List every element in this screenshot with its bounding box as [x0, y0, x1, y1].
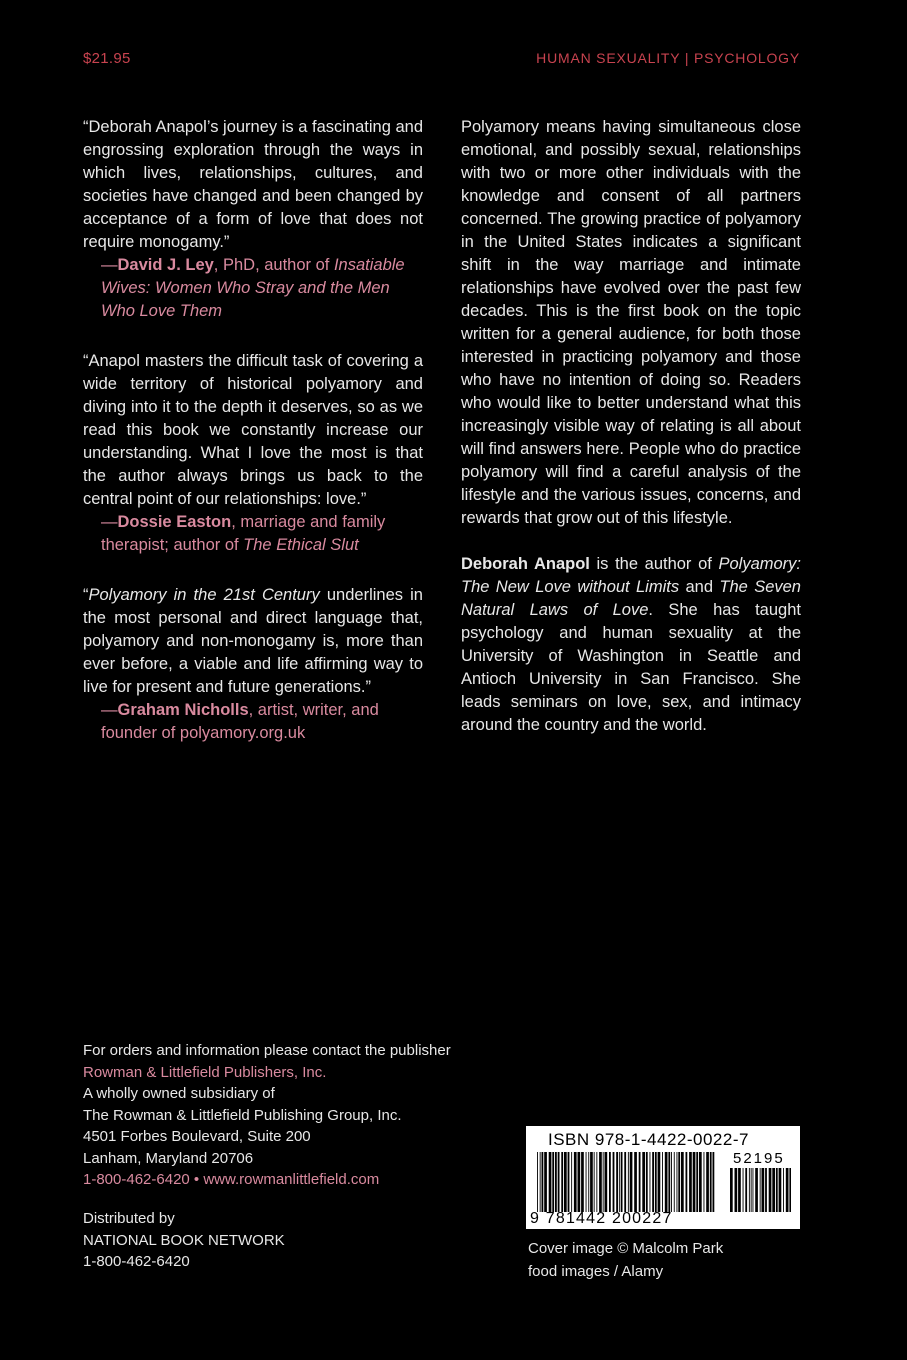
barcode-bar	[765, 1168, 767, 1212]
barcode-bar	[588, 1152, 589, 1212]
barcode-bar	[776, 1168, 778, 1212]
barcode-bar	[696, 1152, 698, 1212]
barcode-bar	[674, 1152, 675, 1212]
barcode-bar	[755, 1168, 758, 1212]
barcode-bar	[713, 1152, 715, 1212]
barcode-bar	[699, 1152, 702, 1212]
barcode-bar	[786, 1168, 789, 1212]
barcode-bar	[738, 1168, 741, 1212]
barcode-bar	[596, 1152, 597, 1212]
barcode-bar	[619, 1152, 620, 1212]
barcode-bar	[686, 1152, 688, 1212]
barcode-bar	[678, 1152, 680, 1212]
barcode-bar	[540, 1152, 541, 1212]
publisher-city: Lanham, Maryland 20706	[83, 1149, 254, 1167]
barcode-bar	[704, 1152, 705, 1212]
barcode-bar	[789, 1168, 791, 1212]
ean-digits: 9 781442 200227	[530, 1210, 673, 1227]
distributor-info	[83, 1208, 285, 1273]
barcode-bar	[783, 1168, 784, 1212]
bio-text: and	[679, 578, 720, 596]
barcode-bar	[646, 1152, 648, 1212]
credit-line: Cover image © Malcolm Park	[528, 1240, 724, 1257]
barcode-bar	[621, 1152, 623, 1212]
barcode-bar	[642, 1152, 645, 1212]
barcode-bar	[749, 1168, 750, 1212]
quote-text: “Deborah Anapol’s journey is a fascinating and engrossing exploration through the ways in which lives, relationships, cultures, and societies have changed and been changed by acceptance of a form of love that does not require monogamy.”	[83, 118, 423, 251]
barcode-bar	[581, 1152, 584, 1212]
barcode-bar	[735, 1168, 738, 1212]
barcode-bar	[630, 1152, 633, 1212]
attribution-name: Graham Nicholls	[117, 701, 249, 719]
barcode-bar	[772, 1168, 775, 1212]
barcode-bar	[671, 1152, 672, 1212]
price-code: 52195	[733, 1150, 785, 1167]
bio-text: is the author of	[589, 555, 719, 573]
attribution-work: The Ethical Slut	[243, 536, 359, 554]
attribution-role: , artist, writer, and founder of polyamory.org.uk	[101, 701, 379, 742]
barcode-bar	[743, 1168, 744, 1212]
barcode-bar	[779, 1168, 782, 1212]
barcode-bar	[574, 1152, 577, 1212]
barcode-bar	[650, 1152, 651, 1212]
author-name: Deborah Anapol	[461, 555, 590, 573]
barcode-bar	[677, 1152, 678, 1212]
barcode-bar	[590, 1152, 593, 1212]
addon-bars	[729, 1168, 791, 1212]
endorsement-easton	[83, 350, 423, 557]
barcode-bar	[609, 1152, 611, 1212]
barcode-bar	[652, 1152, 654, 1212]
attribution-name: Dossie Easton	[117, 513, 232, 531]
dash: —	[101, 513, 118, 531]
barcode-bar	[624, 1152, 626, 1212]
barcode-bar	[668, 1152, 670, 1212]
credit-line: food images / Alamy	[528, 1263, 664, 1280]
ean-bars	[536, 1152, 716, 1212]
barcode-bar	[655, 1152, 657, 1212]
barcode-bar	[762, 1168, 765, 1212]
quote-attribution	[101, 699, 423, 745]
barcode-bar	[544, 1152, 547, 1212]
barcode-bar	[537, 1152, 538, 1212]
quote-attribution	[101, 254, 423, 323]
barcode-bar	[689, 1152, 692, 1212]
attribution-role: , marriage and family therapist; author of	[101, 513, 386, 554]
barcode-bar	[706, 1152, 709, 1212]
barcode-bar	[634, 1152, 637, 1212]
publisher-name: Rowman & Littlefield Publishers, Inc.	[83, 1063, 327, 1081]
distributor-label: Distributed by	[83, 1210, 175, 1227]
barcode-bar	[681, 1152, 684, 1212]
barcode-bar	[658, 1152, 661, 1212]
distributor-phone: 1-800-462-6420	[83, 1253, 190, 1270]
bio-text: . She has taught psychology and human sexuality at the University of Washington in Seattle and Antioch University in San Francisco. She leads seminars on love, sex, and intimacy around the country and the world.	[461, 601, 801, 734]
barcode-bar	[568, 1152, 570, 1212]
barcode-bar	[594, 1152, 595, 1212]
book-title: Polyamory in the 21st Century	[88, 586, 320, 604]
attribution-work: Insatiable Wives: Women Who Stray and the Men Who Love Them	[101, 256, 405, 320]
category-label: HUMAN SEXUALITY | PSYCHOLOGY	[536, 50, 800, 66]
barcode-bar	[665, 1152, 668, 1212]
publisher-group: The Rowman & Littlefield Publishing Group, Inc.	[83, 1106, 402, 1124]
dash: —	[101, 256, 118, 274]
barcode-bar	[710, 1152, 712, 1212]
barcode-bar	[558, 1152, 560, 1212]
barcode-bar	[542, 1152, 544, 1212]
barcode-bar	[730, 1168, 733, 1212]
dash: —	[101, 701, 118, 719]
publisher-subsidiary: A wholly owned subsidiary of	[83, 1085, 275, 1102]
book-title: The Seven Natural Laws of Love	[461, 578, 801, 619]
quote-text: “Anapol masters the difficult task of covering a wide territory of historical polyamory and diving into it to the depth it deserves, so as we read this book we constantly increase our understanding. What I love the most is that the author always brings us back to the central point of our relationships: love.”	[83, 352, 423, 508]
barcode-bar	[639, 1152, 641, 1212]
cover-credit	[528, 1237, 723, 1283]
description-paragraph: Polyamory means having simultaneous close emotional, and possibly sexual, relationships with two or more other individuals with the knowledge and consent of all partners concerned. The growing practice of polyamory in the United States indicates a significant shift in the way marriage and intimate relationships have evolved over the past few decades. This is the first book on the topic written for a general audience, for both those interested in practicing polyamory and those who have no intention of doing so. Readers who would like to better understand what this increasingly visible way of relating is all about will find answers here. People who do practice polyamory will find a careful analysis of the lifestyle and the various issues, concerns, and rewards that grow out of this lifestyle.	[461, 118, 801, 527]
barcode-bar	[549, 1152, 552, 1212]
barcode-bar	[628, 1152, 629, 1212]
book-title: Polyamory: The New Love without Limits	[461, 555, 801, 596]
barcode-bar	[760, 1168, 761, 1212]
attribution-name: David J. Ley	[117, 256, 214, 274]
quote-attribution	[101, 511, 423, 557]
barcode-bar	[693, 1152, 696, 1212]
publisher-address: 4501 Forbes Boulevard, Suite 200	[83, 1128, 311, 1145]
barcode-bar	[561, 1152, 563, 1212]
barcode-bar	[578, 1152, 581, 1212]
endorsements	[83, 116, 423, 772]
barcode-bar	[564, 1152, 567, 1212]
barcode-bar	[753, 1168, 754, 1212]
barcode-bar	[662, 1152, 663, 1212]
barcode-bar	[603, 1152, 604, 1212]
book-description	[461, 116, 801, 760]
barcode	[526, 1126, 800, 1229]
barcode-bar	[571, 1152, 572, 1212]
barcode-bar	[599, 1152, 602, 1212]
endorsement-ley	[83, 116, 423, 323]
barcode-bar	[555, 1152, 557, 1212]
barcode-bar	[769, 1168, 772, 1212]
barcode-bar	[616, 1152, 618, 1212]
barcode-bar	[745, 1168, 747, 1212]
publisher-info	[83, 1040, 503, 1191]
author-bio	[461, 553, 801, 737]
barcode-bar	[586, 1152, 587, 1212]
quote-body: underlines in the most personal and direct language that, polyamory and non-monogamy is, more than ever before, a viable and life affirming way to live for present and future generations.”	[83, 586, 423, 696]
publisher-intro: For orders and information please contact the publisher	[83, 1042, 451, 1059]
open-quote: “	[83, 586, 89, 604]
price-label: $21.95	[83, 50, 131, 67]
barcode-bar	[613, 1152, 615, 1212]
barcode-bar	[751, 1168, 752, 1212]
quote-text	[83, 584, 423, 699]
isbn-label: ISBN 978-1-4422-0022-7	[548, 1130, 749, 1149]
attribution-role: , PhD, author of	[213, 256, 334, 274]
distributor-name: NATIONAL BOOK NETWORK	[83, 1231, 285, 1249]
endorsement-nicholls	[83, 584, 423, 745]
barcode-bar	[552, 1152, 554, 1212]
publisher-contact: 1-800-462-6420 • www.rowmanlittlefield.com	[83, 1171, 380, 1188]
barcode-bar	[605, 1152, 608, 1212]
